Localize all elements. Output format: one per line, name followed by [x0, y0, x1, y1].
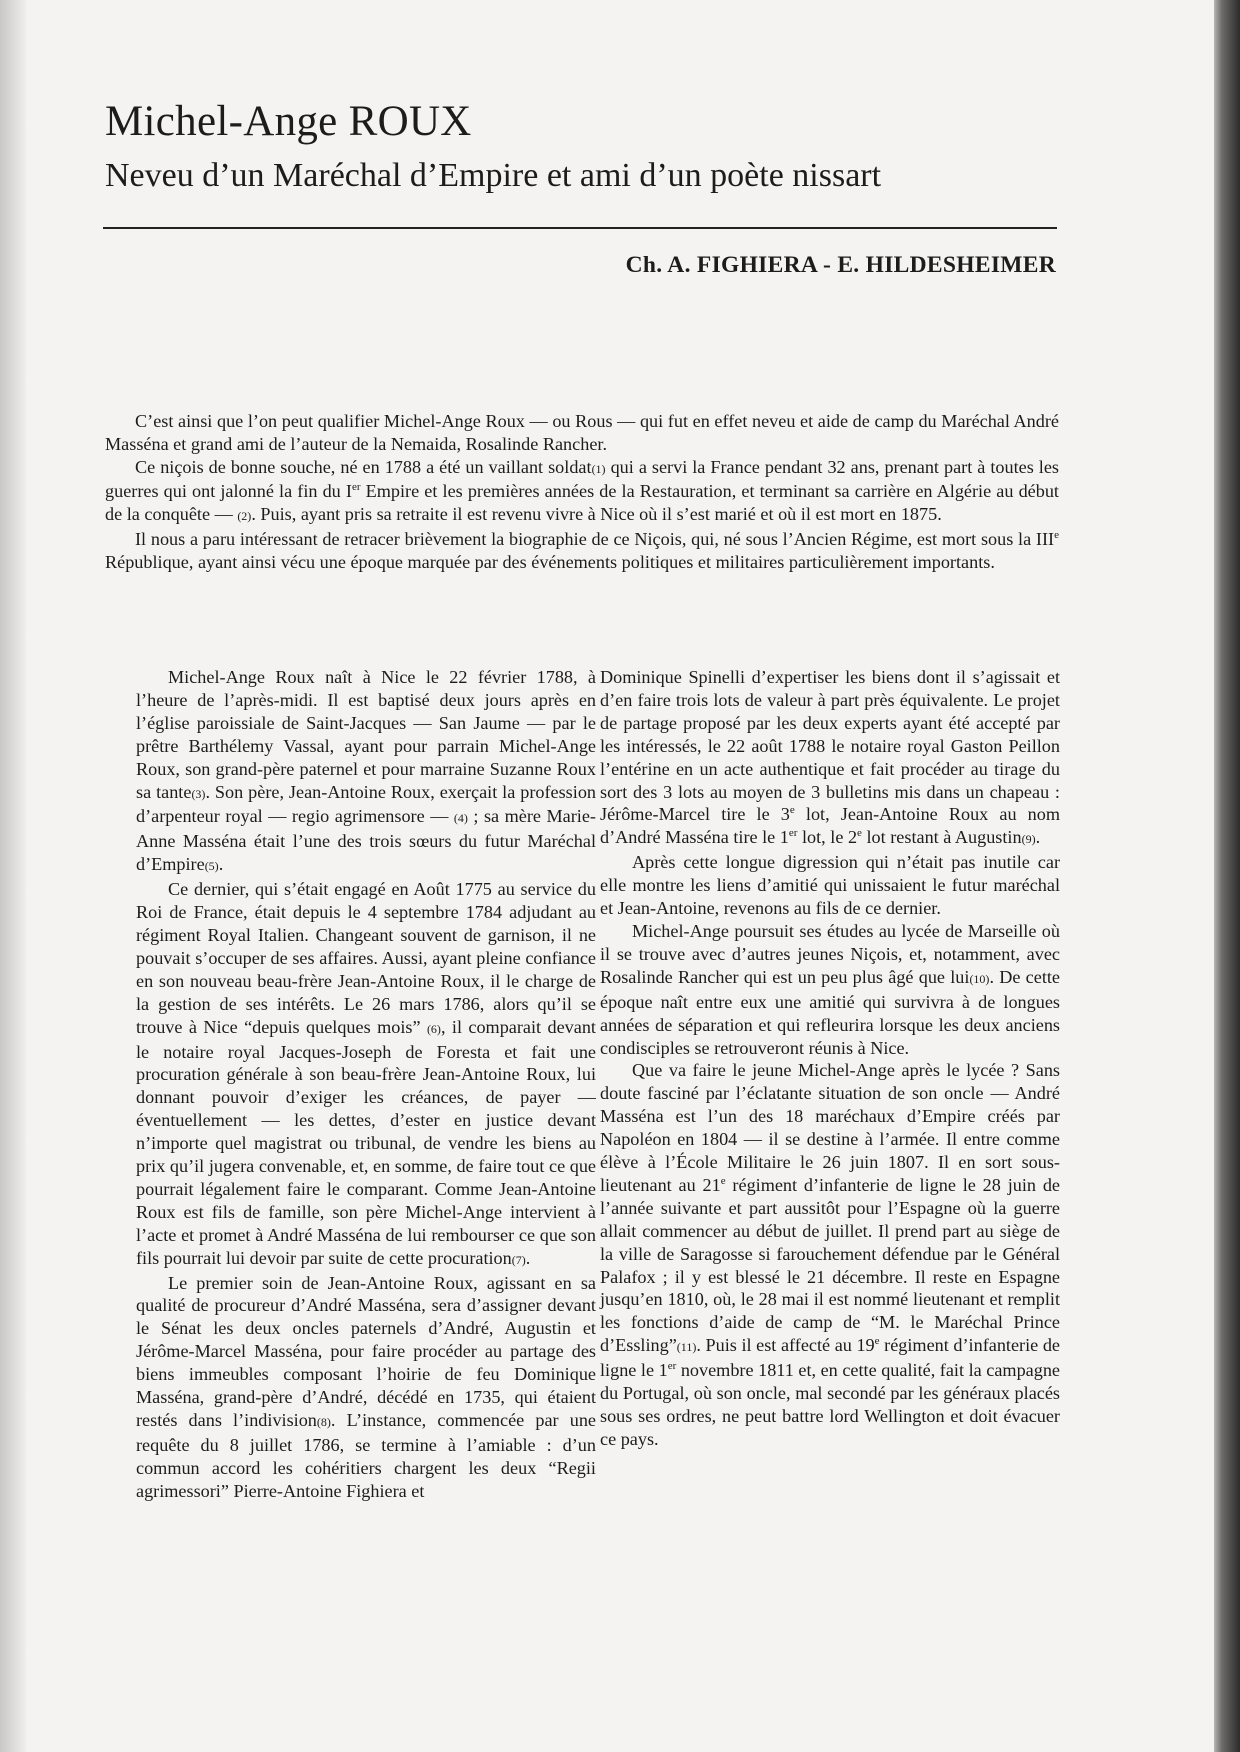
text-run: Empire et les premières années de la Restauration, et terminant sa carrière en Algérie au début de la conquête — [105, 481, 1059, 525]
superscript: er [667, 1360, 677, 1373]
text-run: Michel-Ange poursuit ses études au lycée de Marseille où il se trouve avec d’autres jeunes Niçois, et, notamment, avec Rosalinde Rancher qui est un peu plus âgé que lui [600, 920, 1060, 987]
footnote-ref: (6) [426, 1021, 441, 1036]
text-run: Il nous a paru intéressant de retracer brièvement la biographie de ce Niçois, qui, né sous l’Ancien Régime, est mort sous la III [135, 528, 1055, 549]
article-header [105, 96, 1057, 198]
text-run: . Son père, Jean-Antoine Roux, exerçait la profession d’arpenteur royal — regio agrimensore — [136, 781, 597, 827]
text-run: C’est ainsi que l’on peut qualifier Michel-Ange Roux — ou Rous — qui fut en effet neveu et aide de camp du Maréchal André Masséna et grand ami de l’auteur de la Nemaida, Rosalinde Rancher. [105, 411, 1059, 454]
footnote-ref: (4) [453, 811, 468, 826]
body-paragraph [600, 851, 1060, 920]
footnote-ref: (7) [511, 1252, 526, 1267]
superscript: e [857, 827, 862, 840]
article-subtitle: Neveu d’un Maréchal d’Empire et ami d’un poète nissart [105, 157, 882, 194]
binding-edge [1214, 0, 1240, 1752]
text-run: . De cette époque naît entre eux une amitié qui survivra à de longues années de séparation et qui refleurira lorsque les deux anciens condisciples se retrouveront réunis à Nice. [600, 966, 1061, 1058]
right-column [600, 666, 1060, 1451]
superscript: e [720, 1174, 726, 1187]
text-run: , il comparait devant le notaire royal Jacques-Joseph de Foresta et fait une procuration générale à son beau-frère Jean-Antoine Roux, lui donnant pouvoir d’exiger les créances, de payer — éventuellement — les dettes, d’ester en justice devant n’importe quel magistrat ou tribunal, de vendre les biens au prix qu’il jugera convenable, et, en somme, de faire tout ce que pourrait légalement faire le comparant. Comme Jean-Antoine Roux est fils de famille, son père Michel-Ange intervient à l’acte et promet à André Masséna de lui rembourser ce que son fils pourrait lui devoir par suite de cette procuration [136, 1016, 596, 1268]
text-run: . [218, 854, 224, 875]
body-paragraph [600, 1059, 1060, 1450]
footnote-ref: (11) [676, 1340, 697, 1355]
body-paragraph [600, 666, 1060, 851]
text-run: régiment d’infanterie de ligne le 1 [600, 1335, 1060, 1381]
text-run: Ce dernier, qui s’était engagé en Août 1775 au service du Roi de France, était depuis le 4 septembre 1784 adjudant au régiment Royal Italien. Changeant souvent de garnison, il ne pouvait s’occuper de ses affaires. Aussi, ayant pleine confiance en son nouveau beau-frère Jean-Antoine Roux, il le charge de la gestion de ses intérêts. Le 26 mars 1786, alors qu’il se trouve à Nice “depuis quelques mois” [136, 879, 596, 1037]
text-run: régiment d’infanterie de ligne le 28 juin de l’année suivante et part aussitôt pour l’Espagne où la guerre allait commencer au début de juillet. Il prend part au siège de la ville de Saragosse si farouchement défendue par le Général Palafox ; il y est blessé le 21 décembre. Il reste en Espagne jusqu’en 1810, où, le 28 mai il est nommé lieutenant et remplit les fonctions d’aide de camp de “M. le Maréchal Prince d’Essling” [600, 1174, 1060, 1356]
text-run: Michel-Ange Roux naît à Nice le 22 février 1788, à l’heure de l’après-midi. Il est baptisé deux jours après en l’église paroissiale de Saint-Jacques — San Jaume — par le prêtre Barthélemy Vassal, ayant pour parrain Michel-Ange Roux, son grand-père paternel et pour marraine Suzanne Roux sa tante [136, 667, 596, 802]
text-run: . Puis, ayant pris sa retraite il est revenu vivre à Nice où il s’est marié et où il est mort en 1875. [251, 504, 942, 525]
title-rule [103, 227, 1057, 229]
body-paragraph [136, 1272, 596, 1503]
superscript: e [789, 804, 795, 817]
text-run: Dominique Spinelli d’expertiser les biens dont il s’agissait et d’en faire trois lots de valeur à part près équivalente. Le projet de partage proposé par les deux experts ayant été accepté par les intéressés, le 22 août 1788 le notaire royal Gaston Peillon l’entérine en un acte authentique et fait procéder au tirage du sort des 3 lots au moyen de 3 bulletins mis dans un chapeau : Jérôme-Marcel tire le 3 [600, 667, 1060, 825]
text-run: Ce niçois de bonne souche, né en 1788 a été un vaillant soldat [135, 456, 592, 477]
intro-paragraph [105, 528, 1059, 574]
text-run: . [1035, 827, 1041, 848]
text-run: lot restant à Augustin [861, 827, 1022, 848]
footnote-ref: (8) [316, 1415, 331, 1429]
footnote-ref: (3) [191, 786, 206, 801]
superscript: er [788, 827, 798, 840]
intro-paragraph [105, 410, 1059, 456]
footnote-ref: (10) [969, 971, 990, 986]
article-authors: Ch. A. FIGHIERA - E. HILDESHEIMER [625, 252, 1056, 278]
text-run: lot, le 2 [797, 827, 858, 848]
intro-section [105, 410, 1059, 574]
body-paragraph [136, 666, 596, 878]
footnote-ref: (9) [1021, 832, 1036, 847]
text-run: lot, Jean-Antoine Roux au nom d’André Masséna tire le 1 [600, 804, 1060, 848]
body-paragraph [136, 878, 596, 1271]
superscript: e [1054, 528, 1059, 541]
text-run: qui a servi la France pendant 32 ans, prenant part à toutes les guerres qui ont jalonné la fin du I [105, 456, 1060, 502]
text-run: novembre 1811 et, en cette qualité, fait la campagne du Portugal, où son oncle, mal secondé par les généraux placés sous ses ordres, ne peut battre lord Wellington et doit évacuer ce pays. [600, 1360, 1061, 1449]
article-title: Michel-Ange ROUX [105, 98, 472, 145]
text-run: ; sa mère Marie-Anne Masséna était l’une des trois sœurs du futur Maréchal d’Empire [136, 806, 596, 875]
footnote-ref: (5) [204, 859, 219, 874]
text-run: République, ayant ainsi vécu une époque marquée par des événements politiques et militaires particulièrement importants. [105, 551, 995, 572]
intro-paragraph [105, 456, 1059, 528]
body-paragraph [600, 920, 1060, 1059]
superscript: e [874, 1335, 880, 1348]
left-column [136, 666, 596, 1503]
text-run: Après cette longue digression qui n’était pas inutile car elle montre les liens d’amitié qui unissaient le futur maréchal et Jean-Antoine, revenons au fils de ce dernier. [600, 852, 1060, 919]
footnote-ref: (2) [237, 509, 252, 524]
page-shadow [0, 0, 26, 1752]
text-run: . L’instance, commencée par une requête du 8 juillet 1786, se termine à l’amiable : d’un commun accord les cohéritiers chargent les deux “Regii agrimessori” Pierre-Antoine Fighiera et [136, 1410, 596, 1501]
footnote-ref: (1) [591, 461, 606, 476]
text-run: Le premier soin de Jean-Antoine Roux, agissant en sa qualité de procureur d’André Masséna, sera d’assigner devant le Sénat les deux oncles paternels d’André, Augustin et Jérôme-Marcel Masséna, pour faire procéder au partage des biens immeubles composant l’hoirie de feu Dominique Masséna, grand-père d’André, décédé en 1735, qui étaient restés dans l’indivision [136, 1272, 596, 1430]
text-run: Que va faire le jeune Michel-Ange après le lycée ? Sans doute fasciné par l’éclatante situation de son oncle — André Masséna est l’un des 18 maréchaux d’Empire créés par Napoléon en 1804 — il se destine à l’armée. Il entre comme élève à l’École Militaire le 26 juin 1807. Il en sort sous-lieutenant au 21 [600, 1060, 1060, 1195]
text-run: . [525, 1247, 531, 1268]
text-run: . Puis il est affecté au 19 [696, 1335, 875, 1356]
superscript: er [351, 481, 361, 494]
